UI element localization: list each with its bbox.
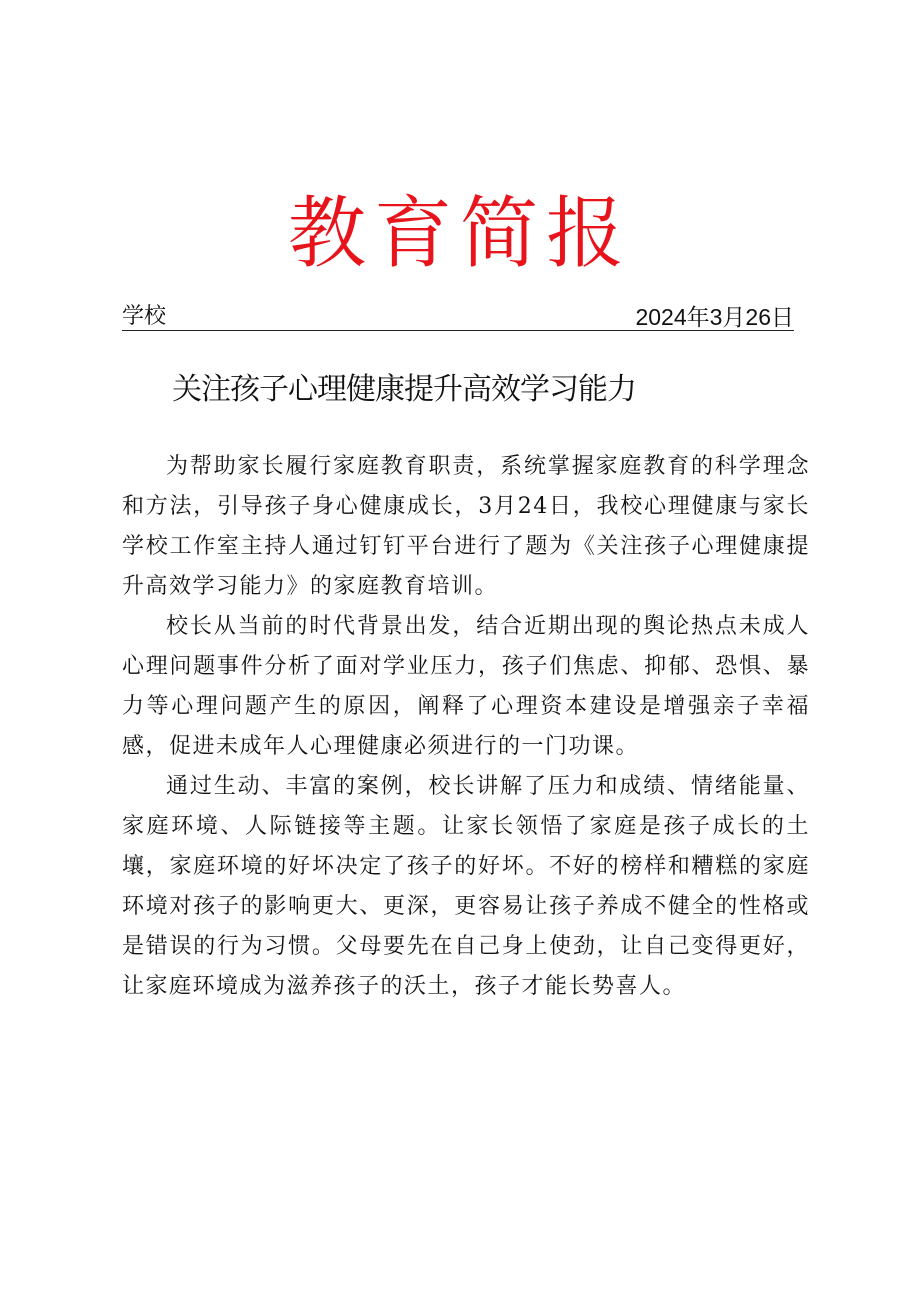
paragraph: 通过生动、丰富的案例，校长讲解了压力和成绩、情绪能量、家庭环境、人际链接等主题。让家长领悟了家庭是孩子成长的土壤，家庭环境的好坏决定了孩子的好坏。不好的榜样和糟糕的家庭环境对孩子的影响更大、更深，更容易让孩子养成不健全的性格或是错误的行为习惯。父母要先在自己身上使劲，让自己变得更好，让家庭环境成为滋养孩子的沃土，孩子才能长势喜人。 — [122, 774, 810, 999]
paragraph: 校长从当前的时代背景出发，结合近期出现的舆论热点未成人心理问题事件分析了面对学业压力，孩子们焦虑、抑郁、恐惧、暴力等心理问题产生的原因，阐释了心理资本建设是增强亲子幸福感，促进未成年人心理健康必须进行的一门功课。 — [122, 614, 810, 759]
article-body — [122, 447, 810, 1007]
masthead-title: 教育简报 — [287, 189, 632, 279]
header-rule — [122, 304, 794, 331]
article-title: 关注孩子心理健康提升高效学习能力 — [172, 372, 636, 407]
school-label: 学校 — [122, 304, 167, 329]
paragraph: 为帮助家长履行家庭教育职责，系统掌握家庭教育的科学理念和方法，引导孩子身心健康成长，3月24日，我校心理健康与家长学校工作室主持人通过钉钉平台进行了题为《关注孩子心理健康提升高效学习能力》的家庭教育培训。 — [122, 454, 810, 599]
issue-date: 2024年3月26日 — [635, 304, 794, 330]
